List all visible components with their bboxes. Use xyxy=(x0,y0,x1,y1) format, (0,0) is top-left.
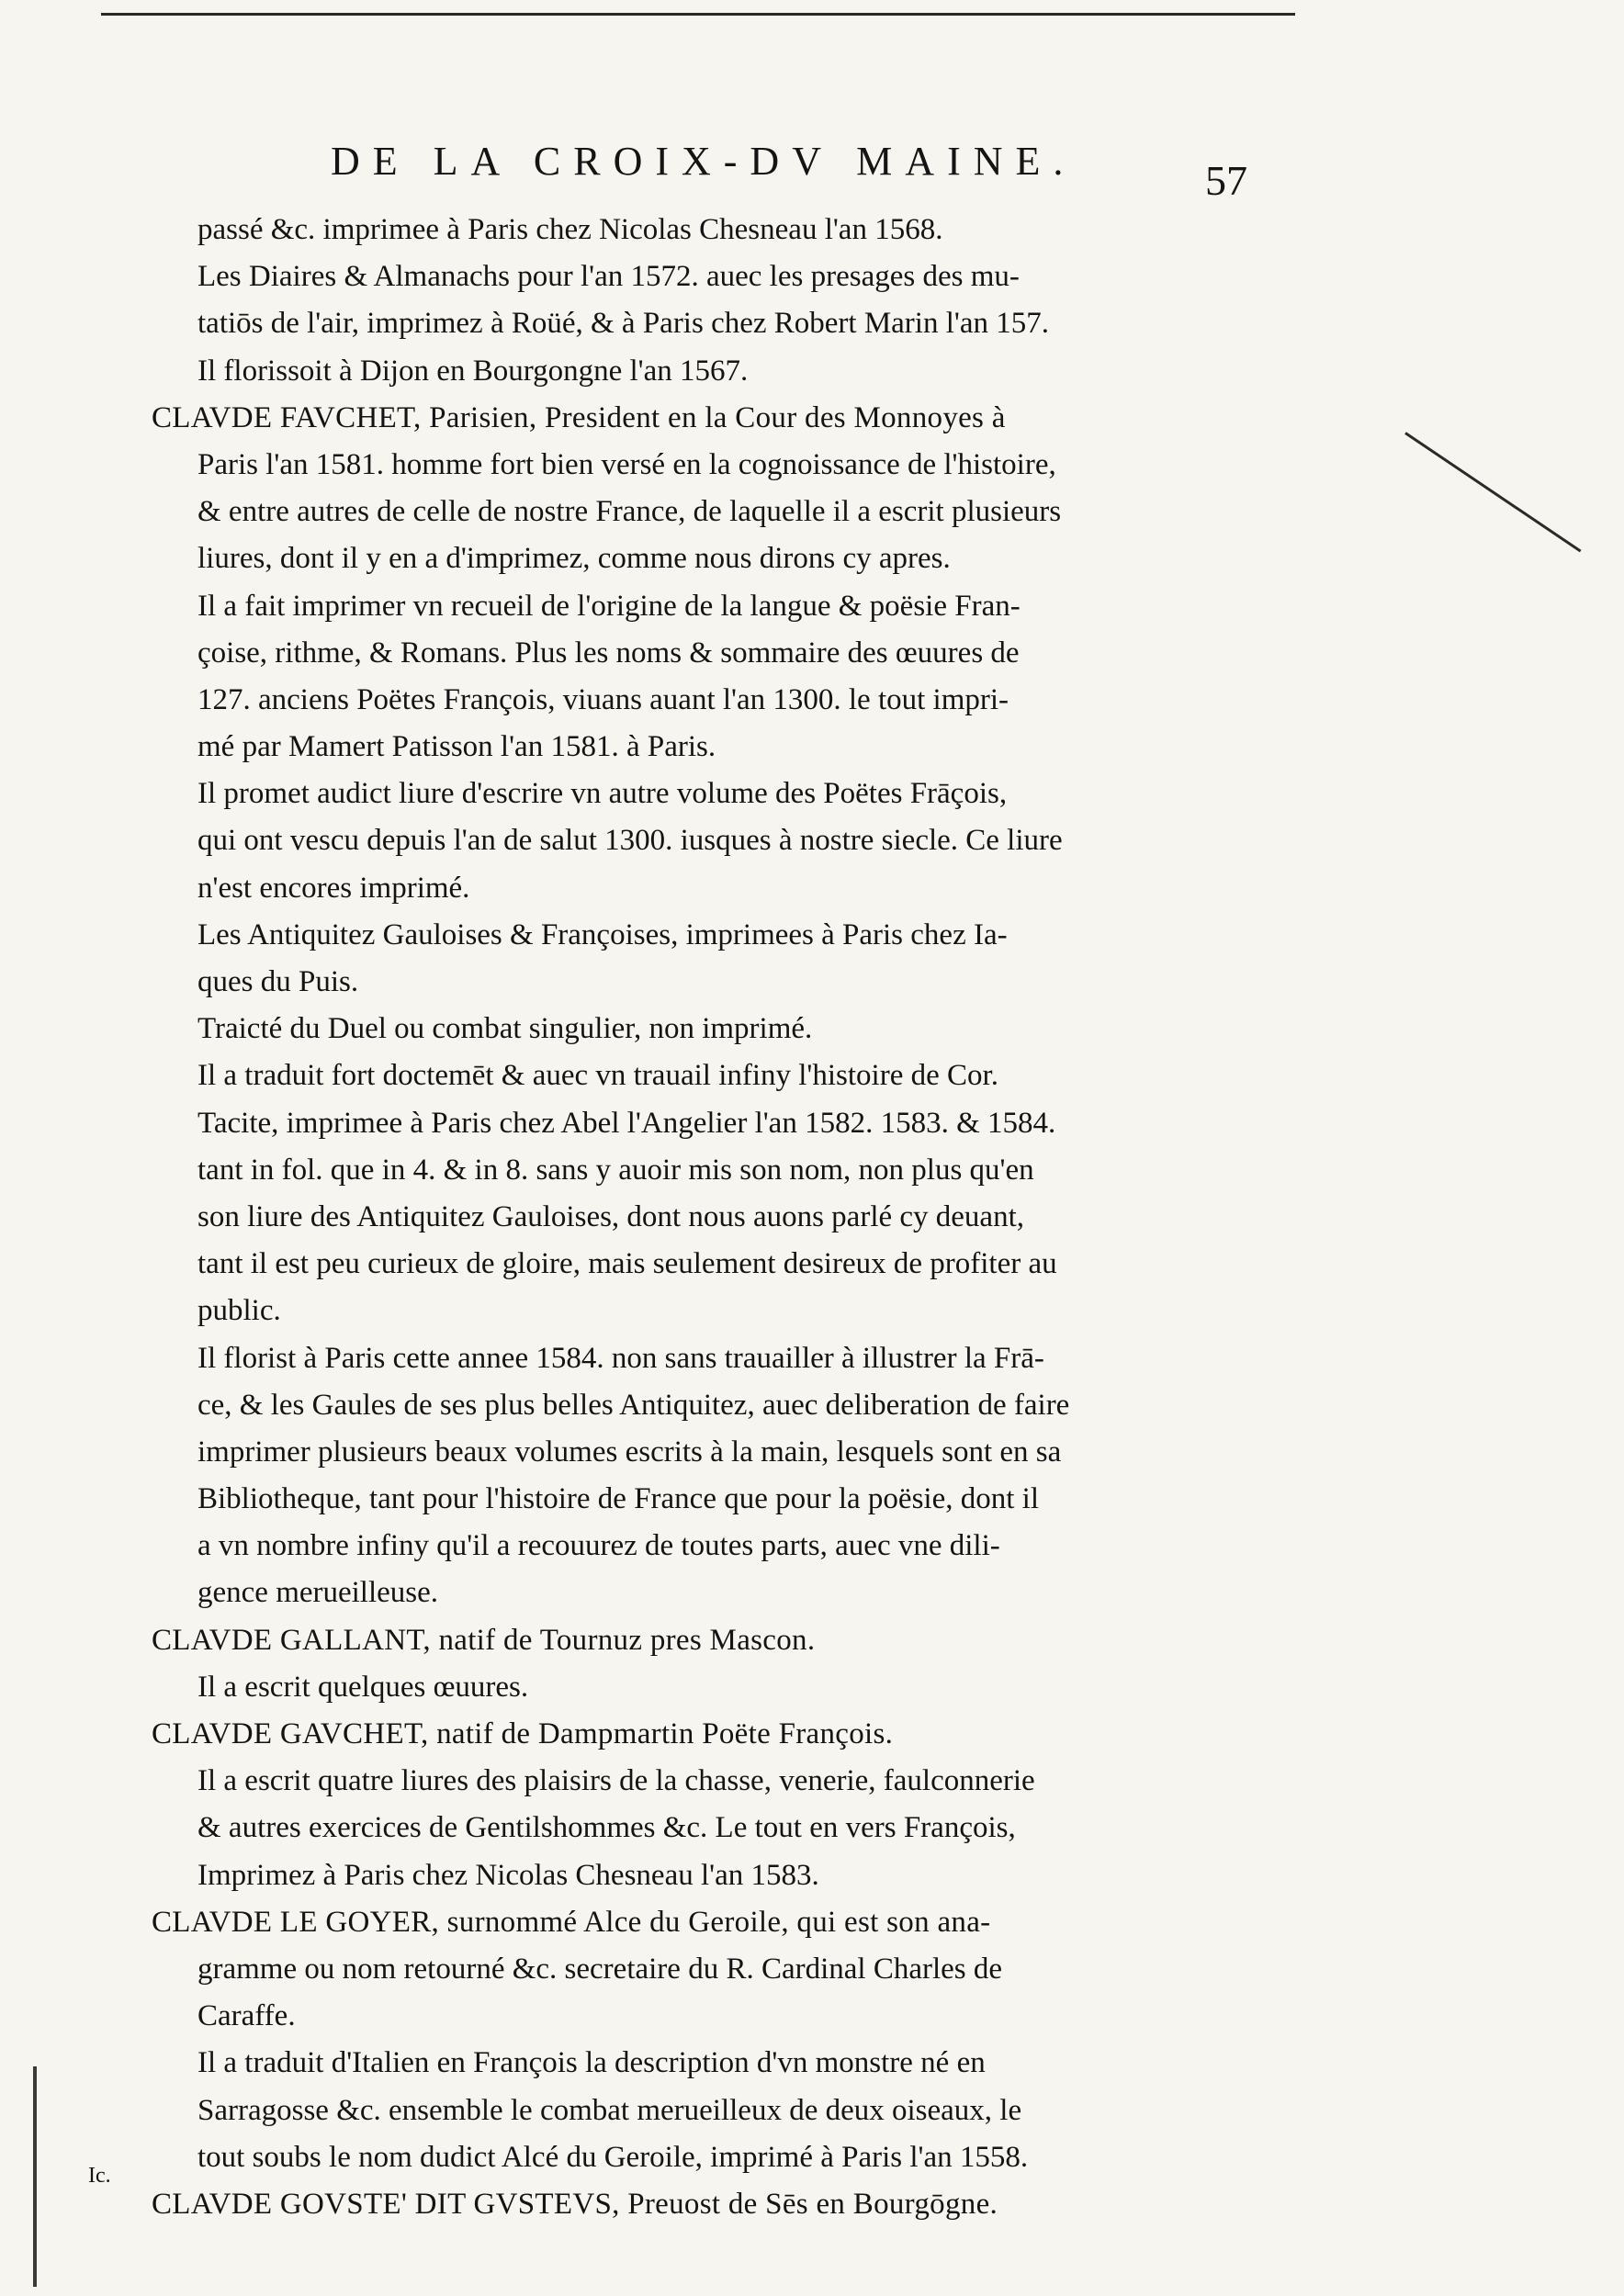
entry-heading: CLAVDE GAVCHET, natif de Dampmartin Poëte François. xyxy=(152,1717,894,1750)
text-line: gence merueilleuse. xyxy=(197,1576,439,1610)
page-body xyxy=(152,207,1300,2228)
text-line: Il a escrit quelques œuures. xyxy=(197,1670,529,1704)
text-line: ce, & les Gaules de ses plus belles Antiquitez, auec deliberation de faire xyxy=(197,1388,1070,1422)
text-line: ques du Puis. xyxy=(197,965,359,998)
scan-border-left xyxy=(33,2066,37,2287)
text-line: tout soubs le nom dudict Alcé du Geroile, imprimé à Paris l'an 1558. xyxy=(197,2140,1029,2174)
text-line: Il a traduit d'Italien en François la description d'vn monstre né en xyxy=(197,2046,986,2080)
text-line: a vn nombre infiny qu'il a recouurez de toutes parts, auec vne dili- xyxy=(197,1529,1000,1563)
text-line: Les Antiquitez Gauloises & Françoises, imprimees à Paris chez Ia- xyxy=(197,917,1008,951)
text-line: imprimer plusieurs beaux volumes escrits à la main, lesquels sont en sa xyxy=(197,1435,1062,1469)
text-line: Les Diaires & Almanachs pour l'an 1572. auec les presages des mu- xyxy=(197,260,1020,294)
text-line: Il florist à Paris cette annee 1584. non sans trauailler à illustrer la Frā- xyxy=(197,1341,1044,1375)
text-line: Il florissoit à Dijon en Bourgongne l'an 1567. xyxy=(197,354,749,388)
entry-heading: CLAVDE GALLANT, natif de Tournuz pres Mascon. xyxy=(152,1623,816,1657)
text-line: Il a traduit fort doctemēt & auec vn trauail infiny l'histoire de Cor. xyxy=(197,1059,998,1093)
text-line: Traicté du Duel ou combat singulier, non imprimé. xyxy=(197,1012,813,1046)
text-line: 127. anciens Poëtes François, viuans auant l'an 1300. le tout impri- xyxy=(197,682,1009,716)
text-line: Tacite, imprimee à Paris chez Abel l'Angelier l'an 1582. 1583. & 1584. xyxy=(197,1106,1056,1140)
margin-note: Ic. xyxy=(88,2164,111,2188)
text-line: Bibliotheque, tant pour l'histoire de France que pour la poësie, dont il xyxy=(197,1482,1039,1516)
text-line: Sarragosse &c. ensemble le combat merueilleux de deux oiseaux, le xyxy=(197,2093,1022,2127)
running-title: DE LA CROIX-DV MAINE. xyxy=(331,139,1077,184)
text-line: Imprimez à Paris chez Nicolas Chesneau l'an 1583. xyxy=(197,1858,819,1892)
text-line: Paris l'an 1581. homme fort bien versé en la cognoissance de l'histoire, xyxy=(197,447,1056,481)
text-line: public. xyxy=(197,1294,281,1328)
text-line: & autres exercices de Gentilshommes &c. Le tout en vers François, xyxy=(197,1811,1016,1845)
scan-pen-mark xyxy=(1404,432,1581,552)
text-line: Il a escrit quatre liures des plaisirs de la chasse, venerie, faulconnerie xyxy=(197,1764,1035,1798)
text-line: liures, dont il y en a d'imprimez, comme nous dirons cy apres. xyxy=(197,542,951,576)
text-line: mé par Mamert Patisson l'an 1581. à Paris. xyxy=(197,730,716,764)
text-line: qui ont vescu depuis l'an de salut 1300. iusques à nostre siecle. Ce liure xyxy=(197,824,1063,858)
text-line: tatiōs de l'air, imprimez à Roüé, & à Paris chez Robert Marin l'an 157. xyxy=(197,307,1049,341)
text-line: & entre autres de celle de nostre France, de laquelle il a escrit plusieurs xyxy=(197,495,1062,529)
text-line: çoise, rithme, & Romans. Plus les noms & sommaire des œuures de xyxy=(197,636,1020,670)
text-line: Il a fait imprimer vn recueil de l'origine de la langue & poësie Fran- xyxy=(197,589,1021,623)
text-line: n'est encores imprimé. xyxy=(197,871,470,905)
text-line: Caraffe. xyxy=(197,1999,296,2033)
text-line: Il promet audict liure d'escrire vn autre volume des Poëtes Frāçois, xyxy=(197,777,1008,811)
text-line: son liure des Antiquitez Gauloises, dont nous auons parlé cy deuant, xyxy=(197,1199,1024,1233)
page-number: 57 xyxy=(1205,157,1247,204)
text-line: gramme ou nom retourné &c. secretaire du R. Cardinal Charles de xyxy=(197,1952,1003,1986)
text-line: tant in fol. que in 4. & in 8. sans y auoir mis son nom, non plus qu'en xyxy=(197,1153,1034,1187)
text-line: passé &c. imprimee à Paris chez Nicolas Chesneau l'an 1568. xyxy=(197,213,943,246)
entry-heading: CLAVDE FAVCHET, Parisien, President en la Cour des Monnoyes à xyxy=(152,400,1006,434)
entry-heading: CLAVDE LE GOYER, surnommé Alce du Geroile, qui est son ana- xyxy=(152,1905,991,1939)
entry-heading: CLAVDE GOVSTE' DIT GVSTEVS, Preuost de Sēs en Bourgōgne. xyxy=(152,2187,998,2221)
text-line: tant il est peu curieux de gloire, mais seulement desireux de profiter au xyxy=(197,1247,1057,1281)
scan-border-top xyxy=(101,13,1295,16)
